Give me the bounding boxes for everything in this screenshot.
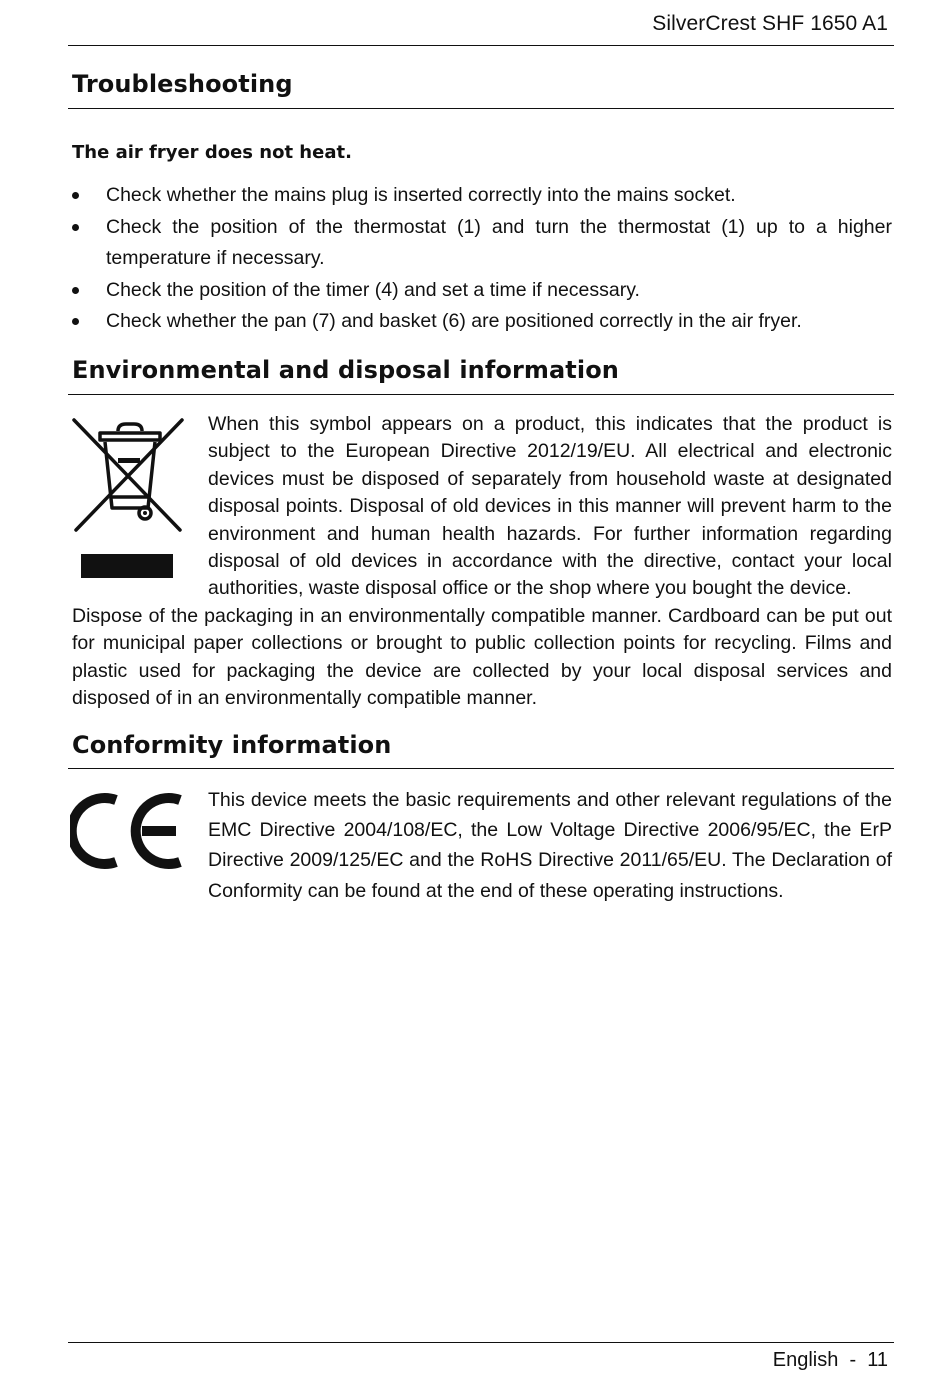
list-item: Check the position of the timer (4) and set a time if necessary. <box>72 275 892 307</box>
list-item: Check whether the mains plug is inserted correctly into the mains socket. <box>72 180 892 212</box>
troubleshooting-subheading: The air fryer does not heat. <box>72 142 352 163</box>
packaging-text: Dispose of the packaging in an environmentally compatible manner. Cardboard can be put out for municipal paper collections or brought to public collection points for recycling. Films and plastic used for packaging the device are collected by your local disposal services and disposed of in an environmentally compatible manner. <box>72 605 892 710</box>
conformity-rule <box>68 768 894 769</box>
list-item: Check the position of the thermostat (1) and turn the thermostat (1) up to a higher temperature if necessary. <box>72 212 892 275</box>
weee-crossed-bin-icon <box>70 415 186 585</box>
troubleshooting-rule <box>68 108 894 109</box>
troubleshooting-heading: Troubleshooting <box>72 70 293 98</box>
conformity-text: This device meets the basic requirements and other relevant regulations of the EMC Directive 2004/108/EC, the Low Voltage Directive 2006/95/EC, the ErP Directive 2009/125/EC and the RoHS Directive 2011/65/EU. The Declaration of Conformity can be found at the end of these operating instructions. <box>208 789 892 902</box>
environment-heading: Environmental and disposal information <box>72 356 619 384</box>
troubleshooting-list <box>72 180 892 338</box>
list-item: Check whether the pan (7) and basket (6) are positioned correctly in the air fryer. <box>72 306 892 338</box>
footer-rule <box>68 1342 894 1343</box>
header-rule <box>68 45 894 46</box>
ce-mark-icon <box>70 790 185 872</box>
conformity-heading: Conformity information <box>72 731 392 759</box>
header-title: SilverCrest SHF 1650 A1 <box>652 12 888 35</box>
environment-text: When this symbol appears on a product, this indicates that the product is subject to the European Directive 2012/19/EU. All electrical and electronic devices must be disposed of separately from household waste at designated disposal points. Disposal of old devices in this manner will prevent harm to the environment and human health hazards. For further information regarding disposal of old devices in accordance with the directive, contact your local authorities, waste disposal office or the shop where you bought the device. <box>208 413 892 600</box>
page-number: English - 11 <box>772 1349 888 1371</box>
environment-rule <box>68 394 894 395</box>
